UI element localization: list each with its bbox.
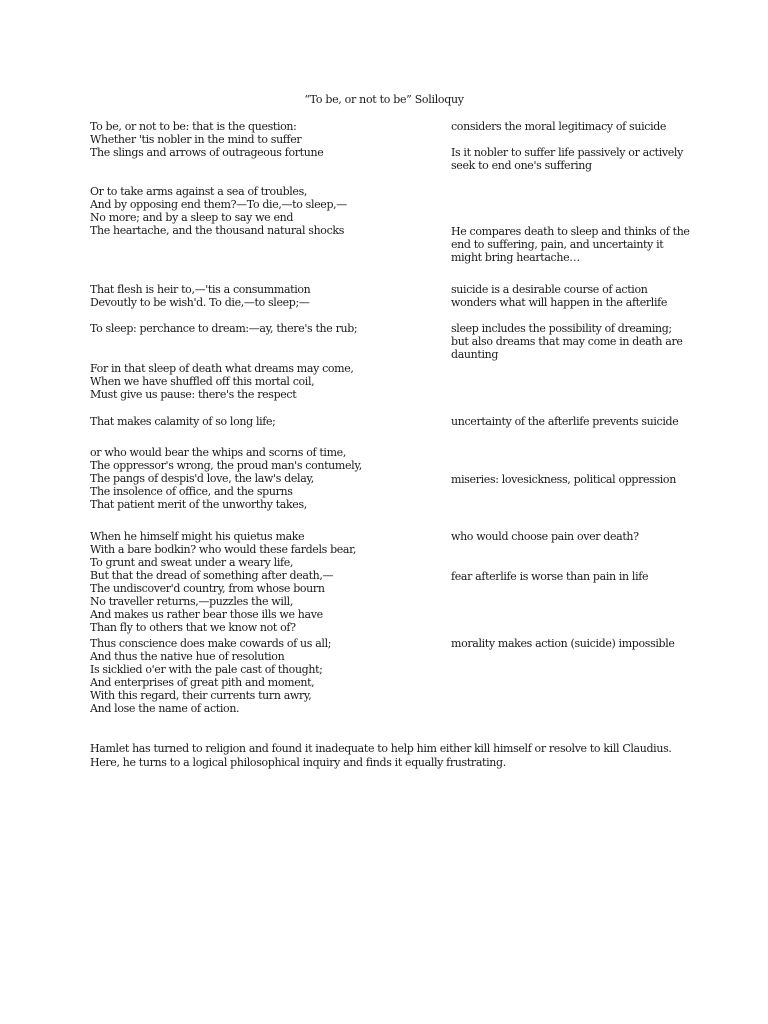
- soliloquy-line: That patient merit of the unworthy takes,: [90, 498, 307, 511]
- soliloquy-line: Whether 'tis nobler in the mind to suffer: [90, 133, 302, 146]
- soliloquy-line: No traveller returns,—puzzles the will,: [90, 595, 293, 608]
- annotation-note: considers the moral legitimacy of suicide: [451, 120, 667, 133]
- page-title: “To be, or not to be” Soliloquy: [304, 93, 464, 106]
- summary-paragraph: Hamlet has turned to religion and found it inadequate to help him either kill himself or resolve to kill Claudius. Here, he turns to a logical philosophical inquiry and finds it equally frustrating.: [90, 742, 672, 769]
- soliloquy-line: And lose the name of action.: [90, 702, 240, 715]
- soliloquy-line: Or to take arms against a sea of troubles,: [90, 185, 308, 198]
- soliloquy-line: When he himself might his quietus make: [90, 530, 305, 543]
- annotation-note: who would choose pain over death?: [451, 530, 639, 543]
- annotation-note: uncertainty of the afterlife prevents suicide: [451, 415, 679, 428]
- soliloquy-line: And by opposing end them?—To die,—to sleep,—: [90, 198, 347, 211]
- annotation-note: morality makes action (suicide) impossible: [451, 637, 675, 650]
- annotation-note: fear afterlife is worse than pain in life: [451, 570, 649, 583]
- soliloquy-line: The heartache, and the thousand natural shocks: [90, 224, 344, 237]
- soliloquy-line: With a bare bodkin? who would these fardels bear,: [90, 543, 356, 556]
- soliloquy-line: That makes calamity of so long life;: [90, 415, 276, 428]
- soliloquy-line: And enterprises of great pith and moment,: [90, 676, 315, 689]
- soliloquy-line: Thus conscience does make cowards of us all;: [90, 637, 332, 650]
- soliloquy-line: The insolence of office, and the spurns: [90, 485, 293, 498]
- soliloquy-line: To grunt and sweat under a weary life,: [90, 556, 294, 569]
- soliloquy-line: Is sicklied o'er with the pale cast of thought;: [90, 663, 323, 676]
- soliloquy-line: The slings and arrows of outrageous fortune: [90, 146, 324, 159]
- annotation-note: He compares death to sleep and thinks of the end to suffering, pain, and uncertainty it might bring heartache…: [451, 225, 690, 264]
- soliloquy-line: With this regard, their currents turn awry,: [90, 689, 312, 702]
- soliloquy-line: But that the dread of something after death,—: [90, 569, 334, 582]
- soliloquy-line: The pangs of despis'd love, the law's delay,: [90, 472, 314, 485]
- soliloquy-line: And makes us rather bear those ills we have: [90, 608, 323, 621]
- soliloquy-line: When we have shuffled off this mortal coil,: [90, 375, 315, 388]
- soliloquy-line: No more; and by a sleep to say we end: [90, 211, 294, 224]
- annotation-note: miseries: lovesickness, political oppression: [451, 473, 676, 486]
- annotation-note: Is it nobler to suffer life passively or actively seek to end one's suffering: [451, 146, 683, 172]
- annotation-note: wonders what will happen in the afterlife: [451, 296, 668, 309]
- soliloquy-line: The oppressor's wrong, the proud man's contumely,: [90, 459, 362, 472]
- soliloquy-line: And thus the native hue of resolution: [90, 650, 285, 663]
- soliloquy-line: Than fly to others that we know not of?: [90, 621, 296, 634]
- soliloquy-line: Must give us pause: there's the respect: [90, 388, 297, 401]
- annotation-note: suicide is a desirable course of action: [451, 283, 648, 296]
- soliloquy-line: To sleep: perchance to dream:—ay, there's the rub;: [90, 322, 358, 335]
- soliloquy-line: That flesh is heir to,—'tis a consummation: [90, 283, 311, 296]
- soliloquy-line: To be, or not to be: that is the question:: [90, 120, 297, 133]
- soliloquy-line: Devoutly to be wish'd. To die,—to sleep;—: [90, 296, 310, 309]
- soliloquy-line: For in that sleep of death what dreams may come,: [90, 362, 354, 375]
- annotation-note: sleep includes the possibility of dreaming; but also dreams that may come in death are daunting: [451, 322, 683, 361]
- soliloquy-line: or who would bear the whips and scorns of time,: [90, 446, 346, 459]
- soliloquy-line: The undiscover'd country, from whose bourn: [90, 582, 325, 595]
